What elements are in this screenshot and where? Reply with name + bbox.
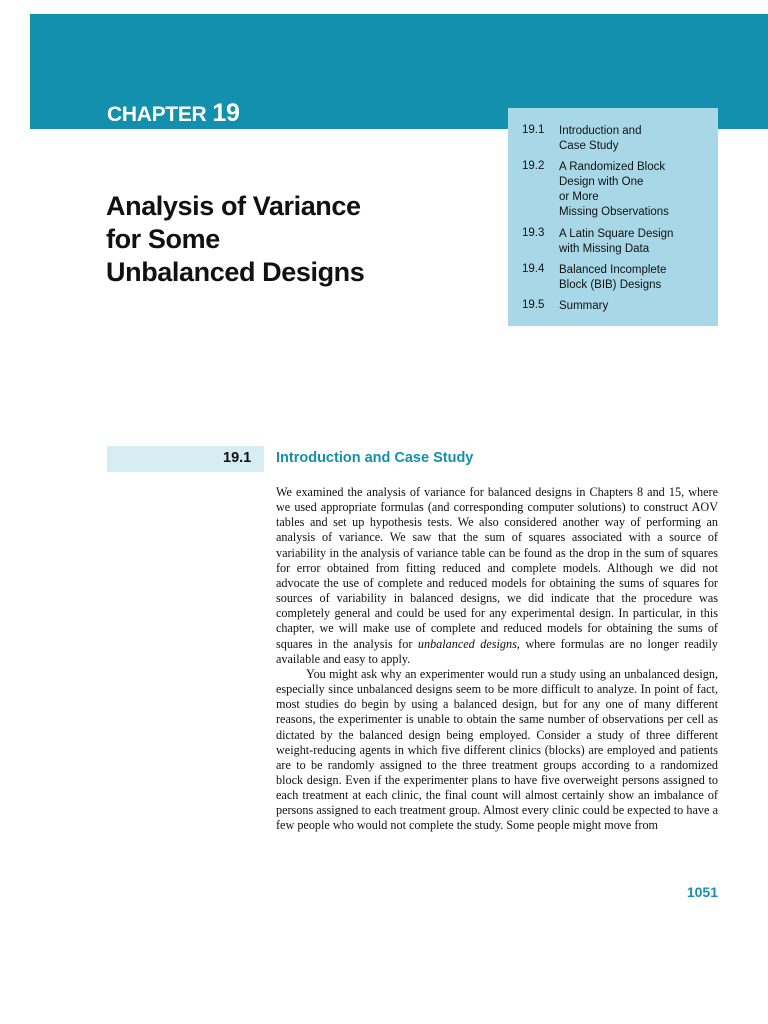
paragraph (276, 485, 718, 667)
italic-term: unbalanced designs, (417, 636, 520, 651)
toc-item-number: 19.2 (522, 160, 545, 172)
chapter-number: 19 (212, 99, 240, 127)
toc-item-line: A Randomized Block (559, 161, 666, 173)
paragraph-text: where formulas are no longer readily available and easy to apply. (276, 636, 718, 666)
chapter-word: CHAPTER (107, 103, 207, 126)
paragraph-text: We examined the analysis of variance for balanced designs in Chapters 8 and 15, where we used appropriate formulas (and corresponding computer solutions) to construct AOV tables and set up hypothesis tests. We also considered another way of performing an analysis of variance. We saw that the sum of squares associated with a source of variability in the analysis of variance table can be found as the drop in the sum of squares for error obtained from fitting reduced and complete models. Although we did not advocate the use of complete and reduced models for obtaining the sums of squares for sources of variability in balanced designs, we did indicate that the procedure was completely general and could be used for any experimental design. In particular, in this chapter, we will make use of complete and reduced models for obtaining the sums of squares in the analysis for (276, 485, 718, 651)
section-title: Introduction and Case Study (276, 450, 474, 466)
paragraph: You might ask why an experimenter would run a study using an unbalanced design, especially since unbalanced designs seem to be more difficult to analyze. In point of fact, most studies do begin by using a balanced design, but for any one of many different reasons, the experimenter is unable to obtain the same number of observations per cell as dictated by the balanced design being employed. Consider a study of three different weight-reducing agents in which five different clinics (blocks) are employed and patients are to be randomly assigned to the three treatment groups according to a randomized block design. Even if the experimenter plans to have five overweight persons assigned to each treatment at each clinic, the final count will almost certainly show an imbalance of persons assigned to each treatment group. Almost every clinic could be expected to have a few people who would not complete the study. Some people might move from (276, 666, 718, 833)
toc-item-line: or More (559, 191, 599, 203)
chapter-title-line: for Some (106, 224, 220, 254)
toc-item-line: Summary (559, 300, 609, 312)
toc-item-number: 19.3 (522, 227, 545, 239)
toc-item-line: Missing Observations (559, 206, 669, 218)
toc-item-number: 19.4 (522, 263, 545, 275)
toc-item-line: Case Study (559, 140, 619, 152)
toc-item-line: A Latin Square Design (559, 228, 674, 240)
toc-item-number: 19.1 (522, 124, 545, 136)
toc-item-line: Balanced Incomplete (559, 264, 667, 276)
chapter-title (106, 190, 446, 289)
chapter-label (107, 99, 240, 128)
section-number: 19.1 (223, 450, 252, 466)
page-number: 1051 (686, 884, 718, 900)
toc-item-number: 19.5 (522, 299, 545, 311)
toc-item-line: Introduction and (559, 125, 642, 137)
chapter-contents-box (508, 108, 718, 326)
toc-item-line: Design with One (559, 176, 644, 188)
toc-item-line: Block (BIB) Designs (559, 279, 662, 291)
body-text (276, 485, 718, 834)
chapter-title-line: Unbalanced Designs (106, 257, 365, 287)
toc-item-line: with Missing Data (559, 243, 650, 255)
chapter-title-line: Analysis of Variance (106, 191, 361, 221)
